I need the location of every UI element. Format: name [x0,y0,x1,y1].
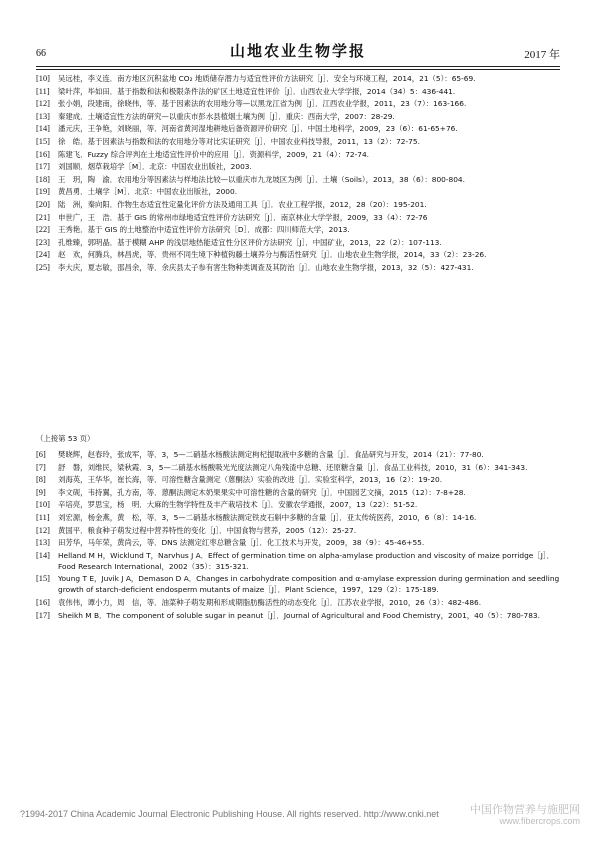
reference-number: [23] [36,237,50,247]
page-footer [20,805,580,825]
reference-item [36,186,560,197]
continued-from-note: （上接第 53 页） [36,434,95,443]
reference-number: [13] [36,538,50,548]
running-header [36,40,560,64]
copyright-line: ?1994-2017 China Academic Journal Electronic Publishing House. All rights reserved. http://www.cnki.net [20,809,439,819]
reference-number: [19] [36,187,50,197]
reference-item [36,111,560,122]
reference-number: [17] [36,162,50,172]
reference-text: 樊晓辉，赵春玲，张成军，等．3，5—二硝基水杨酸法测定枸杞提取液中多糖的含量［J］．食品研究与开发，2014（21）：77-80. [58,450,484,459]
reference-number: [15] [36,136,50,146]
reference-number: [11] [36,512,50,522]
reference-text: 黄昌勇．土壤学［M］．北京：中国农业出版社，2000. [58,187,238,197]
reference-list-top [36,73,560,273]
reference-item [36,212,560,223]
reference-text: 陆 洲，秦向阳．作物生态适宜性定量化评价方法及通用工具［J］．农业工程学报，2012，28（20）：195-201. [58,199,427,209]
reference-number: [13] [36,111,50,121]
reference-item [36,474,560,485]
reference-item [36,462,560,473]
reference-text: 梁叶萍，毕如田．基于指数和法和极限条件法的矿区土地适宜性评价［J］．山西农业大学学报，2014（34）5：436-441. [58,86,456,96]
reference-item [36,537,560,548]
reference-number: [16] [36,149,50,159]
journal-title: 山地农业生物学报 [229,42,366,60]
reference-item [36,550,560,572]
reference-item [36,136,560,147]
reference-text: 田芳华，马年荣，黄尚云，等．DNS 法测定红枣总糖含量［J］．化工技术与开发，2009，38（9）：45-46+55. [58,538,425,548]
reference-number: [10] [36,500,50,510]
reference-text: 王 玥，陶 渝．农用地分等因素法与样地法比较—以重庆市九龙坡区为例［J］．土壤（Soils），2013，38（6）：800-804. [58,174,465,184]
reference-number: [17] [36,610,50,620]
header-rule-thick [36,66,560,67]
reference-item [36,161,560,172]
reference-text: Helland M H，Wicklund T，Narvhus J A．Effect of germination time on alpha-amylase production and viscosity of maize porridge［J］．Food Research International，2002（35）：315-321. [58,550,554,571]
reference-item [36,237,560,248]
site-watermark [470,805,580,827]
reference-item [36,262,560,273]
reference-list-bottom [36,433,560,621]
header-rule-thin [36,69,560,70]
reference-number: [6] [36,450,46,459]
reference-text: 刘国顺．烟草栽培学［M］．北京：中国农业出版社，2003. [58,162,252,172]
reference-list-bottom-items [36,449,560,621]
reference-number: [14] [36,550,50,560]
reference-text: 陈建飞．Fuzzy 综合评判在土地适宜性评价中的应用［J］．资源科学，2009，21（4）：72-74. [58,149,370,159]
reference-text: 秦建成．土壤适宜性方法的研究—以重庆市彭水县植烟土壤为例［J］．重庆：西南大学，2007：28-29. [58,111,395,121]
reference-text: 黄国平．粮食种子萌发过程中营养特性的变化［J］．中国食物与营养，2005（12）：25-27. [58,525,357,535]
reference-item [36,224,560,235]
reference-item [36,449,560,460]
reference-number: [12] [36,525,50,535]
reference-item [36,573,560,595]
reference-text: 李大庆，夏志敏，邵昌余，等．余庆县太子参有害生物种类调查及其防治［J］．山地农业生物学报，2013，32（5）：427-431. [58,262,474,272]
reference-number: [7] [36,462,46,472]
reference-number: [20] [36,199,50,209]
reference-number: [22] [36,225,50,235]
reference-number: [14] [36,124,50,134]
reference-item [36,597,560,608]
reference-number: [12] [36,99,50,109]
reference-text: 刘海英，王华华，崔长海，等．可溶性糖含量测定（蒽酮法）实验的改进［J］．实验室科学，2013，16（2）：19-20. [58,475,443,485]
reference-number: [8] [36,475,46,485]
reference-text: 刘宏源，杨金燕，黄 松，等．3，5—二硝基水杨酸法测定铁皮石斛中多糖的含量［J］．亚太传统医药，2010，6（8）：14-16. [58,512,477,522]
reference-text: Sheikh M B．The component of soluble sugar in peanut［J］．Journal of Agricultural and Food Chemistry，2001，40（5）：780-783. [58,610,540,620]
reference-text: 申世广，王 浩．基于 GIS 的常州市绿地适宜性评价方法研究［J］．南京林业大学学报，2009，33（4）：72-76 [58,212,428,222]
reference-text: 徐 皓．基于因素法与指数和法的农用地分等对比实证研究［J］．中国农业科技导报，2011，13（2）：72-75. [58,136,420,146]
reference-number: [25] [36,262,50,272]
reference-item [36,86,560,97]
reference-text: 吴远桂，李义连．南方地区沉积盆地 CO₂ 地质储存潜力与适宜性评价方法研究［J］．安全与环境工程，2014，21（5）：65-69. [58,74,476,83]
reference-text: 张小娟，段建南，徐晓伟，等．基于因素法的农用地分等—以黑龙江省为例［J］．江西农业学报，2011，23（7）：163-166. [58,99,467,109]
watermark-url: www.fibercrops.com [499,816,580,826]
reference-text: 袁伟伟，谭小力，周 信，等．油菜种子萌发期和形成期脂肪酶活性的动态变化［J］．江苏农业学报，2010，26（3）：482-486. [58,597,482,607]
reference-item [36,73,560,84]
issue-year: 2017 年 [524,49,560,61]
reference-item [36,499,560,510]
reference-item [36,512,560,523]
reference-number: [15] [36,574,50,584]
reference-number: [16] [36,597,50,607]
reference-number: [10] [36,74,50,83]
reference-number: [21] [36,212,50,222]
reference-text: 王秀艳．基于 GIS 的土地整治中适宜性评价方法研究［D］．成都：四川师范大学，2013. [58,225,350,235]
reference-item [36,610,560,621]
reference-number: [24] [36,250,50,260]
reference-number: [18] [36,174,50,184]
page-number: 66 [36,48,46,59]
reference-number: [9] [36,487,46,497]
reference-number: [11] [36,86,50,96]
reference-text: 潘元庆，王争艳，刘晓丽，等．河南省黄河湿地耕地后备资源评价研究［J］．中国土地科学，2009，23（6）：61-65+76. [58,124,458,134]
reference-text: 辛培亮，罗思宝，杨 明．大麻的生物学特性及丰产栽培技术［J］．安徽农学通报，2007，13（22）：51-52. [58,500,418,510]
reference-item [36,487,560,498]
reference-item [36,199,560,210]
reference-text: Young T E，Juvik J A，Demason D A．Changes in carbohydrate composition and α-amylase expression during germination and seedling growth of starch-deficient endosperm mutants of maize［J］．Plant Science，1997，129（2）：175-189. [58,574,560,595]
reference-item [36,174,560,185]
reference-text: 李文砚，韦持翼，孔方南，等．蒽酮法测定木奶果果实中可溶性糖的含量的研究［J］．中国园艺文摘，2015（12）：7-8+28. [58,487,466,497]
watermark-site-name: 中国作物营养与施肥网 [470,804,580,816]
reference-text: 赵 欢，何腾兵，林昌虎，等．贵州不同生境下种植钩藤土壤养分与酶活性研究［J］．山地农业生物学报，2014，33（2）：23-26. [58,250,487,260]
reference-text: 舒 磐，刘维民，梁秋霞．3，5—二硝基水杨酸吸光光度法测定八角残渣中总糖、还原糖含量［J］．食品工业科技，2010，31（6）：341-343. [58,462,528,472]
reference-text: 孔维臻，郭明晶．基于模糊 AHP 的浅层地热能适宜性分区评价方法研究［J］．中国矿业，2013，22（2）：107-113. [58,237,442,247]
reference-item [36,249,560,260]
reference-item [36,525,560,536]
reference-item [36,123,560,134]
reference-item [36,149,560,160]
reference-item [36,98,560,109]
